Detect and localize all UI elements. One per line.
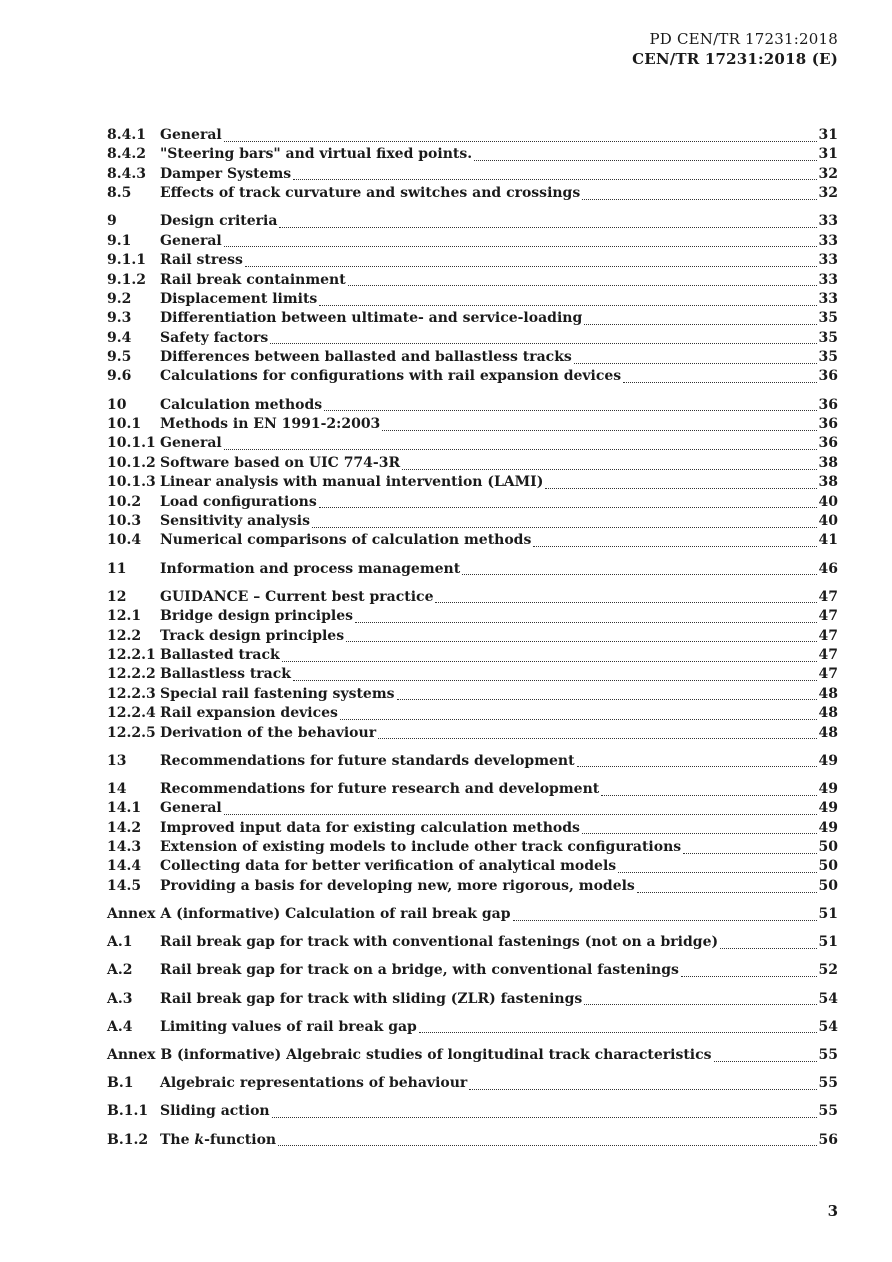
toc-entry-number: 9.6	[107, 368, 132, 385]
header-document-ref: CEN/TR 17231:2018 (E)	[632, 50, 838, 68]
toc-entry-number: 12	[107, 588, 127, 605]
toc-entry-page: 50	[818, 877, 838, 894]
toc-entry-title: Rail break gap for track with conventional fastenings (not on a bridge)	[160, 934, 719, 951]
toc-entry-number: 11	[107, 560, 127, 577]
toc-dot-leader	[293, 679, 817, 681]
toc-entry-page: 36	[818, 435, 838, 452]
toc-entry[interactable]	[107, 933, 838, 952]
toc-dot-leader	[419, 1031, 817, 1033]
toc-entry[interactable]	[107, 607, 838, 626]
toc-entry-number: 8.5	[107, 185, 132, 202]
toc-entry-title: Sliding action	[160, 1103, 270, 1120]
toc-entry[interactable]	[107, 473, 838, 492]
toc-entry-page: 33	[818, 252, 838, 269]
toc-entry-number: 14.2	[107, 819, 142, 836]
toc-dot-leader	[272, 1116, 817, 1118]
toc-entry-number: A.2	[107, 962, 133, 979]
toc-entry[interactable]	[107, 348, 838, 367]
toc-entry[interactable]	[107, 165, 838, 184]
toc-entry[interactable]	[107, 454, 838, 473]
toc-dot-leader	[435, 601, 816, 603]
toc-entry-number: 12.2	[107, 627, 142, 644]
toc-entry[interactable]	[107, 251, 838, 270]
toc-dot-leader	[402, 468, 816, 470]
toc-entry-page: 56	[818, 1131, 838, 1148]
toc-entry-number: B.1.2	[107, 1131, 149, 1148]
toc-entry-page: 33	[818, 271, 838, 288]
toc-dot-leader	[340, 718, 817, 720]
toc-dot-leader	[574, 362, 817, 364]
toc-entry-page: 31	[818, 146, 838, 163]
toc-entry-page: 33	[818, 290, 838, 307]
toc-entry-page: 47	[818, 627, 838, 644]
toc-entry-title: Collecting data for better verification of analytical models	[160, 858, 617, 875]
toc-entry-title: Ballasted track	[160, 646, 280, 663]
toc-entry-number: 10.1	[107, 416, 142, 433]
toc-entry[interactable]	[107, 1046, 838, 1065]
toc-entry-number: 9.3	[107, 310, 132, 327]
toc-dot-leader	[224, 140, 817, 142]
toc-entry-page: 50	[818, 839, 838, 856]
toc-entry-page: 38	[818, 474, 838, 491]
toc-dot-leader	[346, 640, 816, 642]
toc-entry-page: 36	[818, 396, 838, 413]
toc-entry-title: Effects of track curvature and switches and crossings	[160, 185, 581, 202]
toc-entry-page: 47	[818, 588, 838, 605]
toc-entry[interactable]	[107, 329, 838, 348]
toc-dot-leader	[355, 621, 816, 623]
toc-entry-number: 10.1.2	[107, 454, 156, 471]
toc-entry-number: 10.2	[107, 493, 142, 510]
toc-dot-leader	[513, 919, 817, 921]
toc-entry-title: Sensitivity analysis	[160, 513, 310, 530]
toc-dot-leader	[378, 737, 816, 739]
toc-entry-title: Differentiation between ultimate- and service-loading	[160, 310, 583, 327]
toc-entry-number: 12.2.1	[107, 646, 156, 663]
toc-dot-leader	[582, 198, 816, 200]
toc-entry-number: 10.1.1	[107, 435, 156, 452]
toc-entry-number: 9.4	[107, 329, 132, 346]
toc-entry[interactable]	[107, 1018, 838, 1037]
header-document-id: PD CEN/TR 17231:2018	[649, 30, 838, 48]
toc-entry-title: Special rail fastening systems	[160, 685, 395, 702]
toc-entry-page: 47	[818, 646, 838, 663]
toc-entry-page: 54	[818, 1018, 838, 1035]
toc-entry[interactable]	[107, 531, 838, 550]
toc-entry[interactable]	[107, 905, 838, 924]
toc-entry-page: 55	[818, 1103, 838, 1120]
toc-entry-page: 32	[818, 185, 838, 202]
toc-entry[interactable]	[107, 1102, 838, 1121]
toc-entry-title: Methods in EN 1991-2:2003	[160, 416, 381, 433]
toc-entry[interactable]	[107, 434, 838, 453]
toc-entry-title: General	[160, 232, 222, 249]
toc-entry[interactable]	[107, 819, 838, 838]
toc-entry-number: 14.4	[107, 858, 142, 875]
toc-entry-number: B.1.1	[107, 1103, 149, 1120]
toc-dot-leader	[224, 245, 817, 247]
toc-entry-page: 52	[818, 962, 838, 979]
toc-entry-title: Annex B (informative) Algebraic studies of longitudinal track characteristics	[107, 1046, 712, 1063]
toc-entry-title: Extension of existing models to include other track configurations	[160, 839, 682, 856]
toc-entry[interactable]	[107, 1074, 838, 1093]
toc-entry-number: 9.1	[107, 232, 132, 249]
toc-entry-page: 41	[818, 532, 838, 549]
toc-entry-number: 12.2.3	[107, 685, 156, 702]
toc-dot-leader	[714, 1060, 817, 1062]
toc-entry-number: 14.1	[107, 800, 142, 817]
toc-entry[interactable]	[107, 799, 838, 818]
toc-entry-number: A.4	[107, 1018, 133, 1035]
toc-entry-number: 9.5	[107, 349, 132, 366]
toc-entry-page: 48	[818, 685, 838, 702]
toc-entry-page: 49	[818, 819, 838, 836]
toc-entry-title: Differences between ballasted and ballastless tracks	[160, 349, 572, 366]
toc-entry-page: 32	[818, 165, 838, 182]
toc-entry-title: Ballastless track	[160, 666, 291, 683]
toc-dot-leader	[582, 832, 817, 834]
toc-entry-number: 13	[107, 752, 127, 769]
toc-entry-title: Recommendations for future research and development	[160, 780, 600, 797]
toc-entry-title: Rail break containment	[160, 271, 346, 288]
toc-dot-leader	[584, 323, 816, 325]
toc-entry-page: 48	[818, 724, 838, 741]
toc-entry[interactable]	[107, 857, 838, 876]
toc-entry-number: 8.4.3	[107, 165, 146, 182]
toc-entry-title: Limiting values of rail break gap	[160, 1018, 417, 1035]
toc-entry-page: 33	[818, 232, 838, 249]
toc-entry[interactable]	[107, 309, 838, 328]
toc-entry-title	[160, 1131, 276, 1150]
toc-entry-page: 49	[818, 780, 838, 797]
toc-entry-number: 8.4.1	[107, 127, 146, 143]
toc-entry[interactable]	[107, 704, 838, 723]
toc-dot-leader	[282, 660, 817, 662]
toc-entry[interactable]	[107, 961, 838, 980]
toc-entry-page: 49	[818, 800, 838, 817]
toc-dot-leader	[533, 545, 816, 547]
toc-entry-number: A.3	[107, 990, 133, 1007]
toc-entry[interactable]	[107, 685, 838, 704]
toc-entry[interactable]	[107, 665, 838, 684]
toc-entry[interactable]	[107, 290, 838, 309]
toc-dot-leader	[469, 1088, 816, 1090]
toc-dot-leader	[474, 159, 816, 161]
toc-entry-page: 36	[818, 416, 838, 433]
toc-entry-title: Improved input data for existing calculation methods	[160, 819, 580, 836]
toc-entry-title: Rail break gap for track on a bridge, with conventional fastenings	[160, 962, 679, 979]
toc-entry[interactable]	[107, 588, 838, 607]
toc-entry[interactable]	[107, 396, 838, 415]
toc-entry-title: Damper Systems	[160, 165, 292, 182]
toc-entry-title: General	[160, 127, 222, 143]
toc-entry-number: 9	[107, 213, 117, 230]
toc-entry-number: 8.4.2	[107, 146, 146, 163]
toc-dot-leader	[224, 813, 817, 815]
toc-entry-number: 10	[107, 396, 127, 413]
toc-dot-leader	[577, 765, 817, 767]
toc-entry[interactable]	[107, 752, 838, 771]
toc-entry-number: 9.1.1	[107, 252, 146, 269]
toc-entry-number: A.1	[107, 934, 133, 951]
toc-entry-page: 50	[818, 858, 838, 875]
toc-dot-leader	[618, 871, 816, 873]
toc-entry-title: Linear analysis with manual intervention (LAMI)	[160, 474, 544, 491]
toc-entry-page: 47	[818, 666, 838, 683]
toc-entry-page: 55	[818, 1075, 838, 1092]
toc-entry-title: General	[160, 800, 222, 817]
toc-entry-number: 12.2.2	[107, 666, 156, 683]
toc-entry-title: Calculation methods	[160, 396, 323, 413]
toc-entry[interactable]	[107, 184, 838, 203]
toc-dot-leader	[224, 448, 817, 450]
toc-entry-number: 14.5	[107, 877, 142, 894]
toc-entry[interactable]	[107, 367, 838, 386]
toc-entry-title: Annex A (informative) Calculation of rail break gap	[107, 906, 511, 923]
toc-entry-title: Numerical comparisons of calculation methods	[160, 532, 532, 549]
toc-entry-page: 40	[818, 513, 838, 530]
toc-entry-title: Rail break gap for track with sliding (ZLR) fastenings	[160, 990, 583, 1007]
toc-entry-title-prefix: The	[160, 1131, 195, 1148]
toc-entry[interactable]	[107, 126, 838, 145]
toc-entry-title: Calculations for configurations with rail expansion devices	[160, 368, 622, 385]
toc-dot-leader	[324, 409, 816, 411]
toc-entry[interactable]	[107, 627, 838, 646]
toc-entry-page: 38	[818, 454, 838, 471]
toc-dot-leader	[279, 226, 816, 228]
toc-entry[interactable]	[107, 560, 838, 579]
toc-entry-title: Displacement limits	[160, 290, 318, 307]
toc-entry[interactable]	[107, 990, 838, 1009]
toc-entry-page: 35	[818, 329, 838, 346]
toc-dot-leader	[637, 891, 817, 893]
toc-entry[interactable]	[107, 415, 838, 434]
toc-dot-leader	[319, 304, 816, 306]
toc-entry[interactable]	[107, 145, 838, 164]
toc-entry-title: Track design principles	[160, 627, 345, 644]
toc-entry-title: Information and process management	[160, 560, 461, 577]
toc-entry-number: 14	[107, 780, 127, 797]
toc-dot-leader	[278, 1144, 816, 1146]
toc-dot-leader	[601, 794, 816, 796]
toc-dot-leader	[397, 698, 817, 700]
toc-entry-title: Recommendations for future standards development	[160, 752, 575, 769]
toc-entry[interactable]	[107, 212, 838, 231]
toc-entry-page: 55	[818, 1046, 838, 1063]
toc-entry-page: 46	[818, 560, 838, 577]
toc-dot-leader	[348, 284, 817, 286]
toc-entry-title: "Steering bars" and virtual fixed points.	[160, 146, 473, 163]
toc-entry-page: 51	[818, 906, 838, 923]
toc-entry[interactable]	[107, 877, 838, 896]
toc-entry-page: 49	[818, 752, 838, 769]
toc-entry-page: 47	[818, 608, 838, 625]
table-of-contents	[107, 126, 838, 1150]
toc-dot-leader	[584, 1003, 816, 1005]
toc-entry[interactable]	[107, 724, 838, 743]
toc-dot-leader	[270, 342, 816, 344]
toc-dot-leader	[312, 526, 817, 528]
toc-dot-leader	[462, 573, 816, 575]
toc-dot-leader	[681, 975, 817, 977]
toc-entry-page: 31	[818, 127, 838, 143]
toc-entry-number: 10.1.3	[107, 474, 156, 491]
toc-dot-leader	[545, 487, 816, 489]
toc-entry[interactable]	[107, 1131, 838, 1150]
toc-entry-title: General	[160, 435, 222, 452]
toc-entry[interactable]	[107, 838, 838, 857]
toc-entry-page: 33	[818, 213, 838, 230]
toc-entry[interactable]	[107, 271, 838, 290]
toc-entry-number: 12.2.5	[107, 724, 156, 741]
toc-entry-title: Software based on UIC 774-3R	[160, 454, 401, 471]
toc-dot-leader	[293, 178, 816, 180]
toc-entry-page: 35	[818, 310, 838, 327]
toc-entry-title: Rail expansion devices	[160, 705, 338, 722]
toc-entry-number: 10.4	[107, 532, 142, 549]
toc-entry[interactable]	[107, 780, 838, 799]
toc-dot-leader	[245, 265, 817, 267]
toc-entry-title: Derivation of the behaviour	[160, 724, 377, 741]
toc-entry-title: Load configurations	[160, 493, 317, 510]
toc-entry-title: Design criteria	[160, 213, 278, 230]
toc-entry-number: 12.2.4	[107, 705, 156, 722]
toc-entry-title: Algebraic representations of behaviour	[160, 1075, 468, 1092]
toc-entry-number: 12.1	[107, 608, 142, 625]
toc-entry-page: 48	[818, 705, 838, 722]
toc-entry-title: Providing a basis for developing new, more rigorous, models	[160, 877, 635, 894]
toc-dot-leader	[382, 429, 816, 431]
toc-entry-page: 40	[818, 493, 838, 510]
page-number: 3	[827, 1202, 838, 1220]
toc-entry-title: GUIDANCE – Current best practice	[160, 588, 434, 605]
toc-entry-number: 14.3	[107, 839, 142, 856]
toc-dot-leader	[319, 506, 817, 508]
toc-entry-page: 35	[818, 349, 838, 366]
toc-entry-number: B.1	[107, 1075, 134, 1092]
toc-entry-page: 54	[818, 990, 838, 1007]
toc-entry[interactable]	[107, 493, 838, 512]
toc-entry-page: 36	[818, 368, 838, 385]
toc-entry-page: 51	[818, 934, 838, 951]
toc-dot-leader	[720, 947, 816, 949]
toc-entry[interactable]	[107, 512, 838, 531]
toc-entry[interactable]	[107, 232, 838, 251]
toc-entry-title-italic: k	[194, 1131, 205, 1148]
toc-entry-title: Safety factors	[160, 329, 269, 346]
toc-entry[interactable]	[107, 646, 838, 665]
toc-entry-title-suffix: -function	[204, 1131, 277, 1148]
toc-entry-number: 9.2	[107, 290, 132, 307]
toc-entry-title: Rail stress	[160, 252, 243, 269]
toc-dot-leader	[623, 381, 816, 383]
toc-dot-leader	[683, 852, 816, 854]
toc-entry-number: 9.1.2	[107, 271, 146, 288]
toc-entry-title: Bridge design principles	[160, 608, 354, 625]
toc-entry-number: 10.3	[107, 513, 142, 530]
